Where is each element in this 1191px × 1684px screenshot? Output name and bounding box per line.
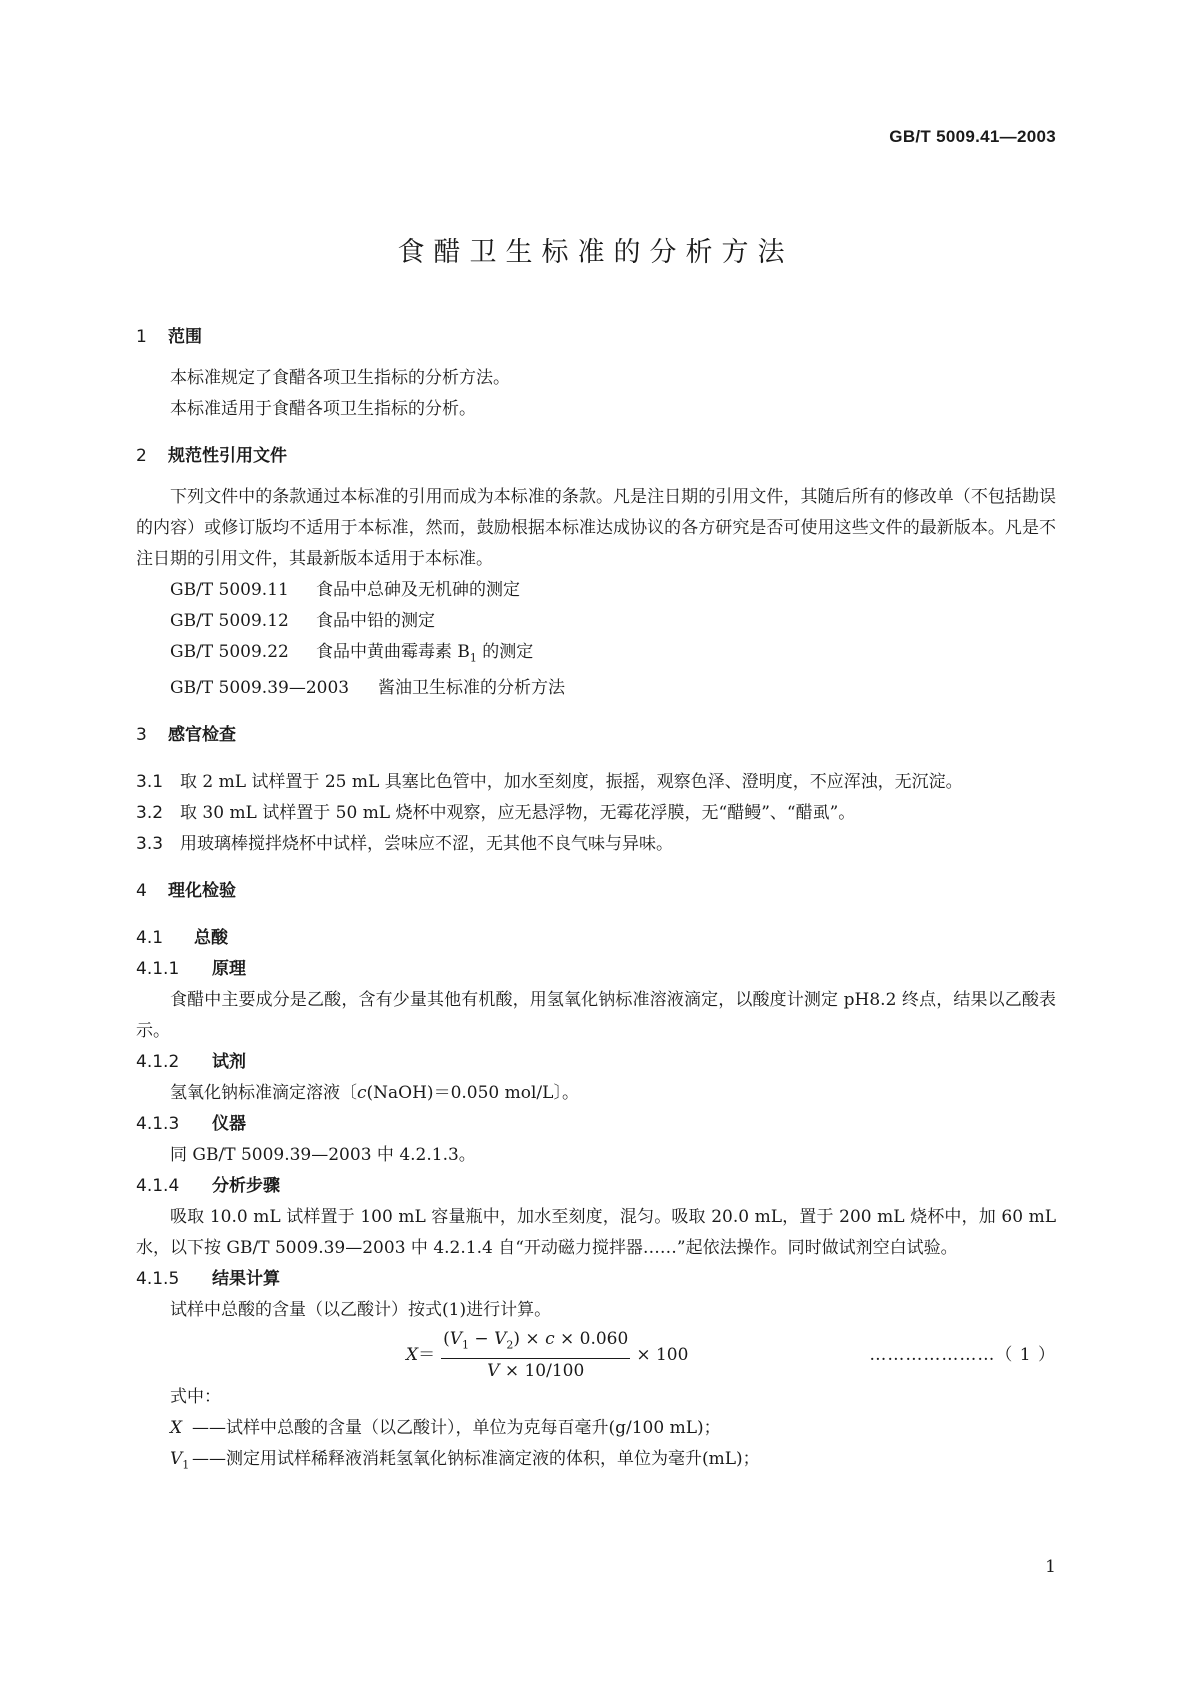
- reference-title-tail: 的测定: [476, 642, 534, 662]
- subsection-title: 总酸: [194, 928, 228, 949]
- subsection-heading: [136, 923, 1056, 954]
- paragraph: 下列文件中的条款通过本标准的引用而成为本标准的条款。凡是注日期的引用文件，其随后所有的修改单（不包括勘误的内容）或修订版均不适用于本标准，然而，鼓励根据本标准达成协议的各方研究是否可使用这些文件的最新版本。凡是不注日期的引用文件，其最新版本适用于本标准。: [136, 487, 1056, 569]
- formula: [406, 1328, 688, 1381]
- text-part: (NaOH)＝0.050 mol/L〕。: [366, 1083, 579, 1104]
- section-heading: [136, 441, 1056, 472]
- equation-number: …………………（ 1 ）: [869, 1345, 1056, 1366]
- subsection-title: 试剂: [212, 1052, 246, 1073]
- section-number: 1: [136, 327, 147, 347]
- subsection-heading: [136, 1047, 1056, 1078]
- section-title: 理化检验: [168, 881, 236, 902]
- subsection-title: 仪器: [212, 1114, 246, 1135]
- reference-code: GB/T 5009.11: [170, 580, 289, 600]
- subscript: 2: [506, 1338, 514, 1352]
- subsection-heading: [136, 1171, 1056, 1202]
- paragraph: 本标准适用于食醋各项卫生指标的分析。: [170, 399, 476, 419]
- section-heading: [136, 876, 1056, 907]
- clause: [136, 767, 1056, 798]
- subsection-title: 结果计算: [212, 1269, 280, 1290]
- paren: ) ×: [513, 1329, 546, 1350]
- section-title: 感官检查: [168, 725, 236, 746]
- subscript: 1: [182, 1458, 190, 1472]
- constant: × 10/100: [499, 1360, 585, 1381]
- clause: [136, 798, 1056, 829]
- subsection-number: 4.1.1: [136, 959, 180, 980]
- variable-description: ——测定用试样稀释液消耗氢氧化钠标准滴定液的体积，单位为毫升(mL)；: [192, 1449, 760, 1470]
- subsection-number: 4.1.3: [136, 1114, 180, 1135]
- clause: [136, 829, 1056, 860]
- variable-symbol: X: [170, 1418, 183, 1439]
- subsection-number: 4.1.5: [136, 1269, 180, 1290]
- subsection-number: 4.1: [136, 928, 164, 949]
- variable-symbol: [170, 1444, 192, 1480]
- subsection-heading: [136, 1109, 1056, 1140]
- formula-denominator: [485, 1359, 586, 1382]
- var-v: V: [449, 1329, 463, 1350]
- formula-multiplier: × 100: [636, 1344, 689, 1365]
- paragraph: 本标准规定了食醋各项卫生指标的分析方法。: [170, 368, 510, 388]
- document-body: [136, 322, 1056, 1481]
- variable-c: c: [357, 1083, 367, 1104]
- subscript: 1: [462, 1338, 470, 1352]
- variable-description: ——试样中总酸的含量（以乙酸计），单位为克每百毫升(g/100 mL)；: [192, 1418, 721, 1439]
- paragraph: [136, 1078, 1056, 1109]
- reference-title: 食品中铅的测定: [316, 611, 435, 631]
- paragraph: 试样中总酸的含量（以乙酸计）按式(1)进行计算。: [170, 1300, 552, 1321]
- page-title: 食醋卫生标准的分析方法: [397, 237, 794, 268]
- reference-item: [136, 575, 1056, 606]
- subscript: 1: [469, 651, 477, 665]
- clause-text: 用玻璃棒搅拌烧杯中试样，尝味应不涩，无其他不良气味与异味。: [180, 834, 673, 855]
- clause-number: 3.3: [136, 834, 164, 855]
- subsection-heading: [136, 954, 1056, 985]
- text-part: 氢氧化钠标准滴定溶液〔: [170, 1083, 357, 1104]
- standard-number: GB/T 5009.41—2003: [889, 127, 1056, 146]
- page-number-text: 1: [1045, 1557, 1056, 1577]
- constant: × 0.060: [554, 1329, 629, 1350]
- reference-item: [136, 673, 1056, 704]
- formula-row: [136, 1328, 1056, 1380]
- subsection-heading: [136, 1264, 1056, 1295]
- paragraph: 式中：: [170, 1387, 221, 1408]
- reference-code: GB/T 5009.12: [170, 611, 289, 631]
- reference-code: GB/T 5009.39—2003: [170, 678, 350, 699]
- var-v: V: [494, 1329, 507, 1350]
- clause-text: 取 30 mL 试样置于 50 mL 烧杯中观察，应无悬浮物，无霉花浮膜，无“醋鳗”、“醋虱”。: [180, 803, 856, 824]
- clause-text: 取 2 mL 试样置于 25 mL 具塞比色管中，加水至刻度，振摇，观察色泽、澄明度，不应浑浊，无沉淀。: [180, 772, 963, 793]
- var-v: V: [487, 1360, 500, 1381]
- paragraph: 食醋中主要成分是乙酸，含有少量其他有机酸，用氢氧化钠标准溶液滴定，以酸度计测定 pH8.2 终点，结果以乙酸表示。: [136, 990, 1056, 1042]
- variable-definition: [136, 1413, 1056, 1444]
- paragraph: 同 GB/T 5009.39—2003 中 4.2.1.3。: [170, 1145, 476, 1166]
- section-number: 3: [136, 725, 147, 746]
- subsection-title: 原理: [212, 959, 246, 980]
- clause-number: 3.2: [136, 803, 164, 824]
- subsection-number: 4.1.2: [136, 1052, 180, 1073]
- formula-equals: ＝: [418, 1344, 436, 1365]
- section-heading: [136, 322, 1056, 353]
- subsection-number: 4.1.4: [136, 1176, 180, 1197]
- subsection-title: 分析步骤: [212, 1176, 280, 1197]
- reference-title: 食品中黄曲霉毒素 B: [316, 642, 470, 662]
- symbol-letter: V: [170, 1449, 183, 1470]
- minus: −: [469, 1329, 495, 1350]
- clause-number: 3.1: [136, 772, 164, 793]
- section-number: 2: [136, 446, 147, 466]
- reference-code: GB/T 5009.22: [170, 642, 289, 662]
- paragraph: 吸取 10.0 mL 试样置于 100 mL 容量瓶中，加水至刻度，混匀。吸取 20.0 mL，置于 200 mL 烧杯中，加 60 mL 水，以下按 GB/T 5009.39—2003 中 4.2.1.4 自“开动磁力搅拌器……”起依法操作。同时做试剂空白试验。: [136, 1207, 1056, 1259]
- page-number: [0, 1557, 1191, 1577]
- reference-item: [136, 606, 1056, 637]
- formula-fraction: [441, 1328, 630, 1381]
- section-title: 规范性引用文件: [168, 446, 287, 466]
- reference-title: 食品中总砷及无机砷的测定: [316, 580, 520, 600]
- reference-item: [136, 637, 1056, 673]
- section-title: 范围: [168, 327, 202, 347]
- reference-title: 酱油卫生标准的分析方法: [378, 678, 565, 699]
- paren: (: [443, 1329, 450, 1350]
- formula-numerator: [441, 1328, 630, 1358]
- section-heading: [136, 720, 1056, 751]
- var-c: c: [545, 1329, 555, 1350]
- section-number: 4: [136, 881, 147, 902]
- formula-lhs: X: [406, 1344, 419, 1365]
- variable-definition: [136, 1444, 1056, 1480]
